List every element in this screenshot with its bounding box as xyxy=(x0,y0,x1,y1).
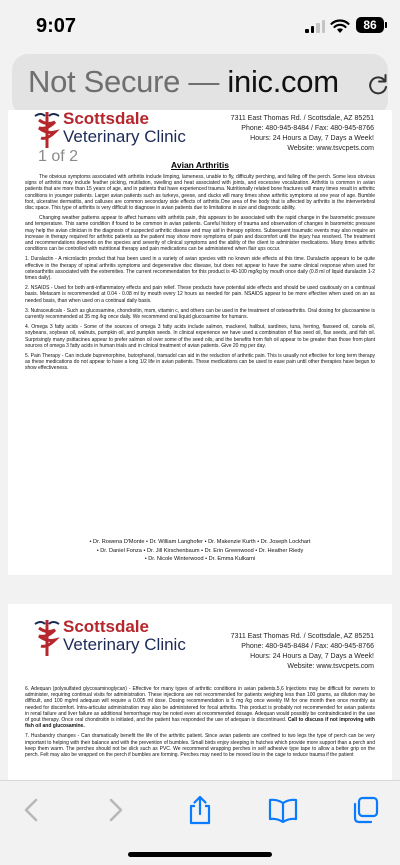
item-adequan-text: 6. Adequan (polysulfated glycosaminoglycan) - Effective for many types of arthritic conditions in avian patients.5,6 Injections may be difficult for owners to administer, requiring continual visits for administration. These injections are not recommended for patients weighing less than 100 grams, as dilution may be difficult, and 100 mg/ml adequan will require a 0.005 ml dose. Dosing recommendation is 5 mg /kg once weekly IM for one month then once monthly as needed for discomfort. Intra-articular administration may also be administered for focal arthritis. This product is probably not recommended for avian patients in renal failure and liver failure as additional hemorrhage may be noted even at recommended dosage. Adequan would possibly be contraindicated in the use of gout therapy. Once oral chondroitin is initiated, and the patient has responded the use of adequan is discontinued. xyxy=(25,686,375,724)
doctor-list xyxy=(8,538,392,564)
doctor-line: • Dr. Rowena D'Monte • Dr. William Langhofer • Dr. Makenzie Kurth • Dr. Joseph Lockhart xyxy=(89,539,311,545)
reload-icon[interactable] xyxy=(366,72,390,98)
document-body xyxy=(25,686,375,762)
address-line: 7311 East Thomas Rd. / Scottsdale, AZ 85251 xyxy=(230,633,374,640)
item-nsaids: 2. NSAIDS - Used for both anti-inflammatory effects and pain relief. These products have potential side effects and should be used cautiously on a continual basis. Metacam is recommended at 0.04 - 0.08 ml by mouth every 12 hours as needed for pain. NSAIDS appear to be more effective when used on an as needed basis, than when used on a continual daily basis. xyxy=(25,285,375,304)
item-husbandry: 7. Husbandry changes - Can dramatically benefit the life of the arthritic patient. Since avian patients are confined to two legs the type of perch can be very important to helping with their balance and with the prevention of bumbles. Small birds enjoy sleeping in hutches which provide more support than a perch and keep them warm. The perches should not be slick such as PVC. We recommend wrapping perches in self adhesive type tape to allow a better grip on the perch. Felt may also be wrapped on the perch if bumbles are forming. Perches may need to be moved low in the cage to reduce trauma if the patient xyxy=(25,733,375,759)
hours-line: Hours: 24 Hours a Day, 7 Days a Week! xyxy=(250,653,374,660)
paragraph-weather: Changing weather patterns appear to affect humans with arthritis pain, this appears to be associated with the rapid change in the barometric pressure and temperature. This same condition if found to be common in avian patients. Careful history of trauma and observation of changes in barometric pressure may help the avian clinician in the diagnosis of suspected arthritic disease and may aid in therapy options. Subsequent traumatic events may also require an increase in therapy required for arthritic patients as the patient may show more symptoms of pain and discomfort until the injury has resolved. The treatment and recommendations depends on the species and severity of clinical symptoms and the ability of the client to administer medications. Many times arthritic conditions can be controlled with nutritional therapy and pain medications can be administered when flair ups occur. xyxy=(25,215,375,253)
status-bar xyxy=(0,0,400,50)
security-label: Not Secure — xyxy=(28,64,220,99)
document-title: Avian Arthritis xyxy=(171,160,229,170)
share-icon[interactable] xyxy=(185,795,215,825)
logo-line-1: Scottsdale xyxy=(63,109,149,128)
wifi-icon xyxy=(330,18,350,34)
logo-line-1: Scottsdale xyxy=(63,617,149,636)
url-host: inic.com xyxy=(227,64,339,99)
address-line: 7311 East Thomas Rd. / Scottsdale, AZ 85251 xyxy=(230,115,374,122)
clinic-logo xyxy=(33,110,186,150)
caduceus-logo-icon xyxy=(33,618,61,658)
item-adequan xyxy=(25,686,375,729)
logo-line-2: Veterinary Clinic xyxy=(63,635,186,654)
website-line: Website: www.tsvcpets.com xyxy=(287,663,374,670)
tabs-icon[interactable] xyxy=(350,795,380,825)
phone-line: Phone: 480-945-8484 / Fax: 480-945-8766 xyxy=(241,643,374,650)
browser-toolbar xyxy=(0,780,400,865)
clinic-address xyxy=(231,114,374,154)
item-adequan-note: Call to discuss if not improving with fish oil and glucosamine. xyxy=(25,717,375,730)
logo-text xyxy=(63,618,186,654)
paragraph-symptoms: The obvious symptoms associated with arthritis include limping, lameness, unable to fly, difficulty perching, and falling off the perch. Some less obvious signs of arthritis may include feather picking, mutilation, swelling and heat associated with joints, and excessive vocalization. Arthritis is common in avian patients that are more than 15 years of age, and in patients that have experienced trauma. Nutritionally related bone fractures will many times result in arthritic conditions in younger patients. Larger avian patients such as turkeys, geese, and ducks will many times show arthritic symptoms at one year of age. Bumble foot, ulcerative dermatitis, and calluses are common secondary side effects of arthritis.One area of the body that is affected by arthritis is the intervertebral disc space. This type of arthritis is very difficult to diagnose in avian patients due to limitations in size and diagnostic ability. xyxy=(25,174,375,212)
document-body xyxy=(25,174,375,376)
phone-line: Phone: 480-945-8484 / Fax: 480-945-8766 xyxy=(241,125,374,132)
battery-icon: 86 xyxy=(356,17,384,33)
page-indicator: 1 of 2 xyxy=(38,148,79,165)
item-omega3: 4. Omega 3 fatty acids - Some of the sources of omega 3 fatty acids include salmon, mackerel, halibut, sardines, tuna, herring, flaxseed oil, canola oil, soybeans, soybean oil, walnuts, pumpkin oil, and pumpkin seeds. In clinical experience we have used a combination of flax seed oil, flax seeds, and fish oil. Surprisingly many psittacines appear to prefer salmon oil over some of the seed oils, and the benefits from fish oil appear to be greater than those from plant sources of omega 3 fatty acids in human trials and in clinical treatment of avian patients. Give 20 mg per day. xyxy=(25,324,375,349)
chevron-right-icon[interactable] xyxy=(100,795,130,825)
item-pain-therapy: 5. Pain Therapy - Can include buprenorphine, butorphanol, tramadol can aid in the reduction of arthritic pain. This is usually not effective for long term therapy as these medications do not appear to have a long 1/2 life in avian patients. These medications can be used to ease pain until other therapies have begun to show effectiveness. xyxy=(25,353,375,372)
logo-text xyxy=(63,110,186,146)
chevron-left-icon[interactable] xyxy=(17,795,47,825)
hours-line: Hours: 24 Hours a Day, 7 Days a Week! xyxy=(250,135,374,142)
address-bar[interactable] xyxy=(12,54,388,116)
pdf-page-1 xyxy=(8,110,392,575)
clinic-address xyxy=(231,632,374,672)
clinic-logo xyxy=(33,618,186,658)
logo-line-2: Veterinary Clinic xyxy=(63,127,186,146)
caduceus-logo-icon xyxy=(33,110,61,150)
address-text[interactable] xyxy=(28,64,339,100)
book-icon[interactable] xyxy=(268,795,298,825)
website-line: Website: www.tsvcpets.com xyxy=(287,145,374,152)
home-indicator[interactable] xyxy=(128,852,272,857)
doctor-line: • Dr. Daniel Fonza • Dr. Jill Kirschenbaum • Dr. Erin Greenwood • Dr. Heather Riedy xyxy=(96,547,304,554)
pdf-viewer[interactable] xyxy=(0,109,400,780)
cellular-signal-icon xyxy=(305,20,325,33)
item-nutraceuticals: 3. Nutraceuticals - Such as glucosamine, chondroitin, msm, vitamin c, and others can be used in the treatment of osteoarthritis. Oral dosing for glucosamine is currently recommended at 35 mg /kg once daily. We recommend oral liquid glucosamine for humans. xyxy=(25,307,375,321)
item-duralactin: 1. Duralactin - A microlactin product that has been used in a variety of avian species with no known side effects at this time. Duralactin appears to be quite effective in the therapy of spinal arthritis symptoms and degenerative disc disease, but does not appear to have the same clinical response when used for osteoarthritis associated with the extremities. The current recommendation for this product is 40-100 mg/kg by mouth once daily (0.8 ml of liquid duralactin 1-2 times daily). xyxy=(25,256,375,282)
doctor-line: • Dr. Nicole Winterwood • Dr. Emma Kulkarni xyxy=(144,556,256,562)
status-time: 9:07 xyxy=(36,15,77,37)
